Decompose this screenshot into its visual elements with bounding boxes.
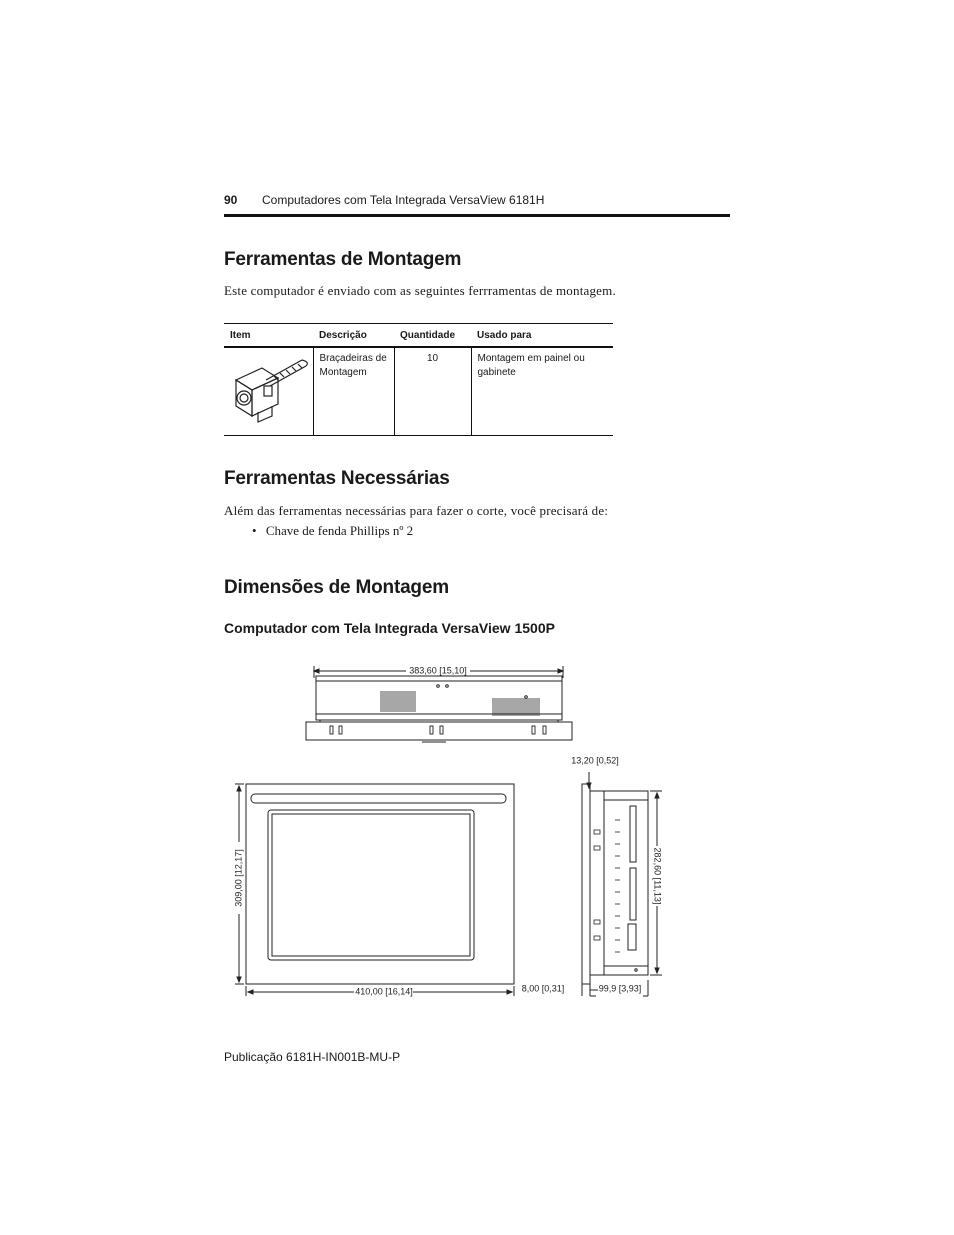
top-view — [306, 666, 572, 742]
section-title-dimensions: Dimensões de Montagem — [224, 577, 449, 598]
front-view — [235, 784, 514, 996]
mounting-tools-intro: Este computador é enviado com as seguintes ferrramentas de montagem. — [224, 283, 616, 298]
dim-side-bezel: 8,00 [0,31] — [521, 983, 565, 994]
dim-side-top-offset: 13,20 [0,52] — [571, 755, 619, 766]
description-line1: Braçadeiras de — [319, 353, 387, 364]
section-title-mounting-tools: Ferramentas de Montagem — [224, 249, 462, 270]
col-header-description: Descrição — [313, 324, 394, 348]
dim-front-width: 410,00 [16,14] — [355, 986, 413, 997]
required-tools-intro: Além das ferramentas necessárias para fazer o corte, você precisará de: — [224, 503, 609, 518]
quantity-cell: 10 — [394, 347, 471, 436]
col-header-quantity: Quantidade — [394, 324, 471, 348]
used-for-line2: gabinete — [477, 367, 516, 378]
dim-side-height: 282,60 [11,13] — [652, 847, 663, 905]
bullet-icon: • — [252, 523, 257, 538]
running-title: Computadores com Tela Integrada VersaView 6181H — [262, 193, 545, 207]
used-for-line1: Montagem em painel ou — [477, 353, 585, 364]
col-header-used-for: Usado para — [471, 324, 613, 348]
dim-side-depth: 99,9 [3,93] — [598, 983, 642, 994]
description-line2: Montagem — [319, 367, 367, 378]
footer-publication: Publicação 6181H-IN001B-MU-P — [224, 1050, 401, 1064]
page-number: 90 — [224, 193, 238, 207]
bullet-text: Chave de fenda Phillips nº 2 — [265, 523, 414, 538]
side-view — [582, 772, 662, 996]
col-header-item: Item — [224, 324, 313, 348]
dim-front-height: 309,00 [12,17] — [233, 849, 244, 907]
dim-top-width: 383,60 [15,10] — [409, 665, 467, 676]
section-title-required-tools: Ferramentas Necessárias — [224, 468, 450, 489]
dimensions-subtitle: Computador com Tela Integrada VersaView 1500P — [224, 620, 555, 636]
